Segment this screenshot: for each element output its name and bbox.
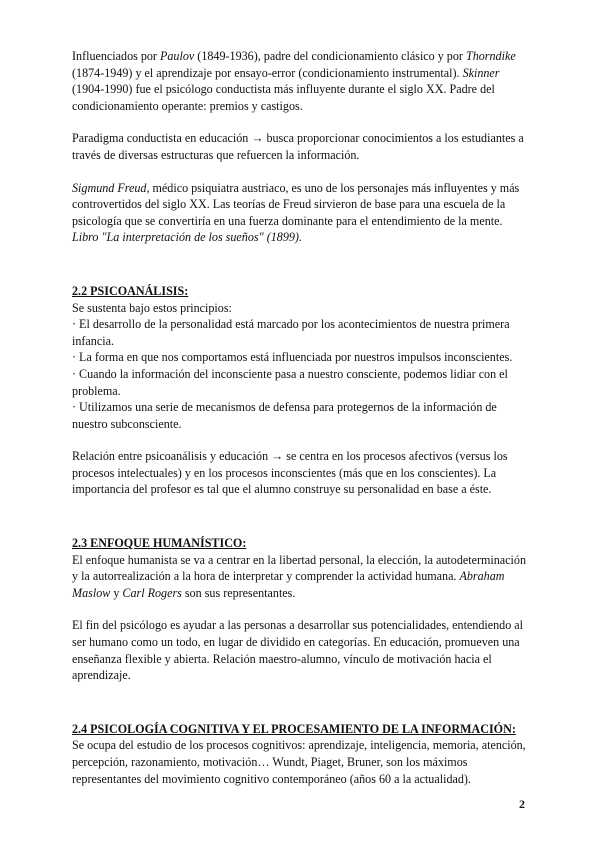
freud-name: Sigmund Freud bbox=[72, 180, 147, 195]
name-maslow: Abraham Maslow bbox=[72, 569, 505, 600]
section-23-paragraph-1 bbox=[72, 552, 530, 602]
section-heading-cognitiva: 2.4 PSICOLOGÍA COGNITIVA Y EL PROCESAMIENTO DE LA INFORMACIÓN: bbox=[72, 721, 516, 736]
section-heading-psicoanalisis: 2.2 PSICOANÁLISIS: bbox=[72, 283, 189, 298]
intro-name-skinner: Skinner bbox=[462, 65, 500, 80]
section-22-intro: Se sustenta bajo estos principios: bbox=[72, 300, 232, 315]
intro-text-4: (1904-1990) fue el psicólogo conductista más influyente durante el siglo XX. Padre del condicionamiento operante: premios y castigos. bbox=[72, 82, 495, 113]
intro-name-paulov: Paulov bbox=[160, 49, 195, 63]
section-23-text-1: El enfoque humanista se va a centrar en la libertad personal, la elección, la autodeterminación y la autorrealización a la hora de interpretar y comprender la actividad humana. bbox=[72, 552, 526, 584]
section-23-paragraph-2: El fin del psicólogo es ayudar a las personas a desarrollar sus potencialidades, entendiendo al ser humano como un todo, en lugar de dividido en categorías. En educación, promueven una enseñanza flexible y abierta. Relación maestro-alumno, vínculo de motivación hacia el aprendizaje. bbox=[72, 618, 524, 683]
freud-book: Libro "La interpretación de los sueños" (1899). bbox=[72, 230, 302, 245]
section-24-paragraph: Se ocupa del estudio de los procesos cognitivos: aprendizaje, inteligencia, memoria, atención, percepción, razonamiento, motivación… Wundt, Piaget, Bruner, son los máximos representantes del movimiento cognitivo contemporáneo (años 60 a la actualidad). bbox=[72, 738, 526, 786]
intro-text-2: (1849-1936), padre del condicionamiento clásico y por bbox=[194, 49, 466, 63]
section-23-text-2: y bbox=[110, 585, 123, 600]
intro-text-3: (1874-1949) y el aprendizaje por ensayo-error (condicionamiento instrumental). bbox=[72, 65, 463, 80]
list-item: · Cuando la información del inconsciente pasa a nuestro consciente, podemos lidiar con el problema. bbox=[72, 366, 508, 398]
list-item: · Utilizamos una serie de mecanismos de defensa para protegernos de la información de nuestro subconsciente. bbox=[72, 400, 497, 431]
page-number: 2 bbox=[519, 797, 525, 811]
document-page bbox=[72, 48, 530, 787]
section-23-text-3: son sus representantes. bbox=[181, 585, 296, 600]
name-rogers: Carl Rogers bbox=[122, 585, 182, 600]
list-item: · La forma en que nos comportamos está influenciada por nuestros impulsos inconscientes. bbox=[72, 350, 513, 365]
intro-text-1: Influenciados por bbox=[72, 49, 160, 63]
section-heading-humanistico: 2.3 ENFOQUE HUMANÍSTICO: bbox=[72, 536, 247, 551]
intro-paragraph bbox=[72, 48, 530, 114]
paradigm-paragraph: Paradigma conductista en educación → busca proporcionar conocimientos a los estudiantes a través de diversas estructuras que refuercen la información. bbox=[72, 131, 524, 162]
freud-text: , médico psiquiatra austriaco, es uno de los personajes más influyentes y más controvertidos del siglo XX. Las teorías de Freud sirvieron de base para una escuela de la psicología que se convertiría en una fuerza dominante para el entendimiento de la mente. bbox=[72, 180, 520, 228]
list-item: · El desarrollo de la personalidad está marcado por los acontecimientos de nuestra primera infancia. bbox=[72, 317, 510, 348]
section-22-relation: Relación entre psicoanálisis y educación → se centra en los procesos afectivos (versus los procesos intelectuales) y en los procesos inconscientes (más que en los conscientes). La importancia del profesor es tal que el alumno construye su personalidad en base a éste. bbox=[72, 449, 508, 497]
intro-name-thorndike: Thorndike bbox=[465, 49, 516, 63]
freud-paragraph bbox=[72, 180, 530, 246]
